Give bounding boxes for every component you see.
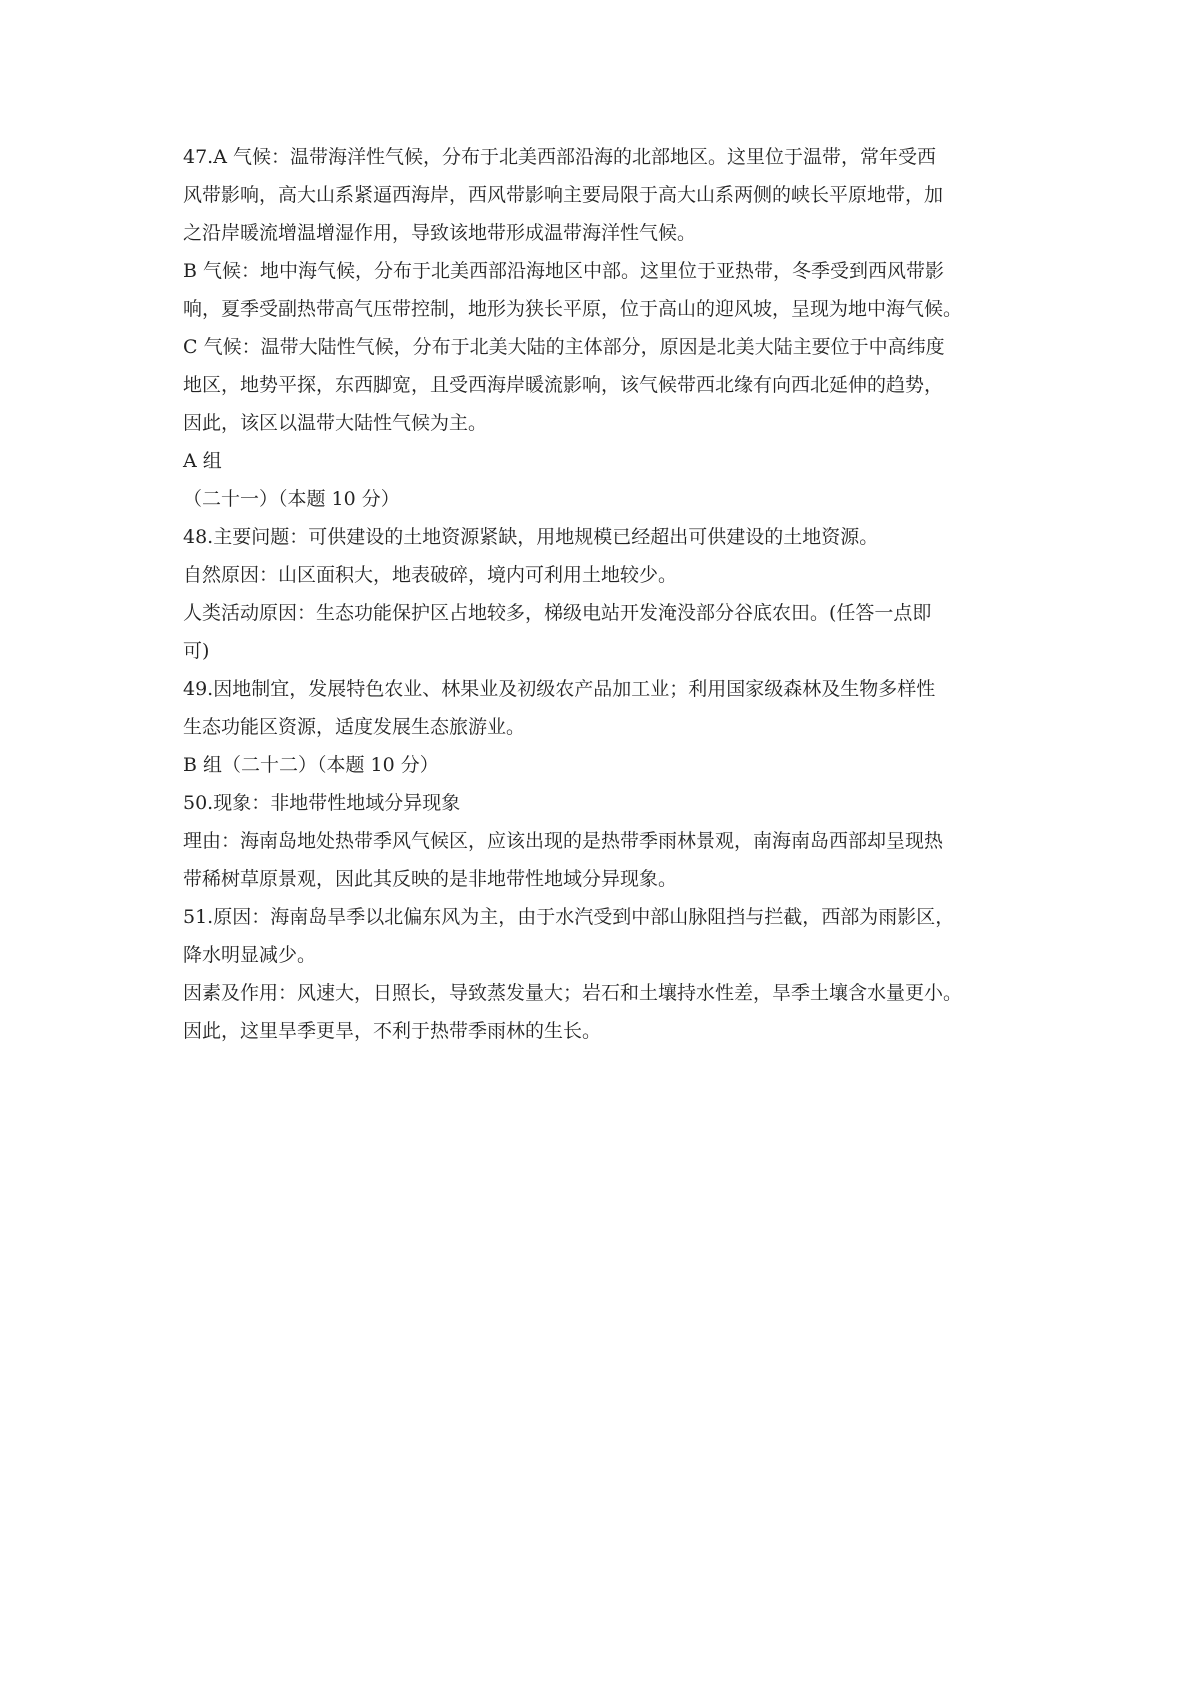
question-heading-21: （二十一）（本题 10 分） (183, 488, 400, 510)
text-line-51-2: 降水明显减少。 (183, 944, 317, 966)
text-line-50-2: 理由：海南岛地处热带季风气候区，应该出现的是热带季雨林景观，南海南岛西部却呈现热 (183, 830, 944, 852)
text-line-51-4: 因此，这里旱季更旱，不利于热带季雨林的生长。 (183, 1020, 602, 1042)
text-line-49-2: 生态功能区资源，适度发展生态旅游业。 (183, 716, 526, 738)
text-line-47c-3: 因此，该区以温带大陆性气候为主。 (183, 412, 488, 434)
text-line-47c-2: 地区，地势平探，东西脚宽，且受西海岸暖流影响，该气候带西北缘有向西北延伸的趋势， (183, 374, 944, 396)
text-line-50-1: 50.现象：非地带性地域分异现象 (183, 792, 461, 814)
section-heading-group-b: B 组（二十二）（本题 10 分） (183, 754, 439, 776)
text-line-48-4: 可) (183, 640, 210, 662)
text-line-48-1: 48.主要问题：可供建设的土地资源紧缺，用地规模已经超出可供建设的土地资源。 (183, 526, 879, 548)
text-line-47c-1: C 气候：温带大陆性气候，分布于北美大陆的主体部分，原因是北美大陆主要位于中高纬度 (183, 336, 945, 358)
text-line-47a-2: 风带影响，高大山系紧逼西海岸，西风带影响主要局限于高大山系两侧的峡长平原地带，加 (183, 184, 944, 206)
document-body (183, 138, 1033, 1050)
section-heading-group-a: A 组 (183, 450, 222, 472)
text-line-48-2: 自然原因：山区面积大，地表破碎，境内可利用土地较少。 (183, 564, 678, 586)
text-line-47b-2: 响，夏季受副热带高气压带控制，地形为狭长平原，位于高山的迎风坡，呈现为地中海气候。 (183, 298, 963, 320)
text-line-50-3: 带稀树草原景观，因此其反映的是非地带性地域分异现象。 (183, 868, 678, 890)
text-line-49-1: 49.因地制宜，发展特色农业、林果业及初级农产品加工业；利用国家级森林及生物多样性 (183, 678, 936, 700)
text-line-47a-3: 之沿岸暖流增温增湿作用，导致该地带形成温带海洋性气候。 (183, 222, 697, 244)
text-line-51-3: 因素及作用：风速大，日照长，导致蒸发量大；岩石和土壤持水性差，旱季土壤含水量更小。 (183, 982, 963, 1004)
text-line-48-3: 人类活动原因：生态功能保护区占地较多，梯级电站开发淹没部分谷底农田。(任答一点即 (183, 602, 932, 624)
text-line-47b-1: B 气候：地中海气候，分布于北美西部沿海地区中部。这里位于亚热带，冬季受到西风带影 (183, 260, 945, 282)
text-line-51-1: 51.原因：海南岛旱季以北偏东风为主，由于水汽受到中部山脉阻挡与拦截，西部为雨影区， (183, 906, 955, 928)
text-line-47a-1: 47.A 气候：温带海洋性气候，分布于北美西部沿海的北部地区。这里位于温带，常年受西 (183, 146, 936, 168)
